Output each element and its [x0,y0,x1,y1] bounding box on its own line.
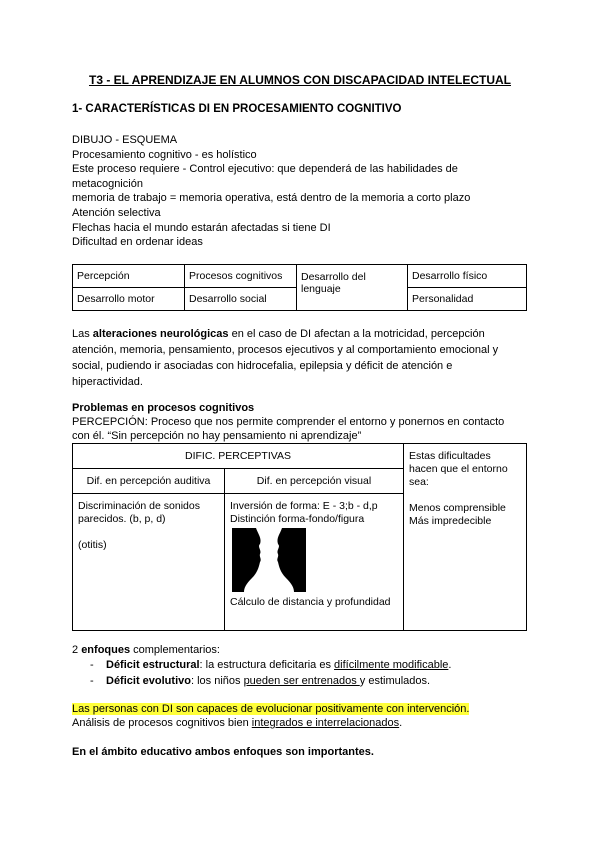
paragraph-line: Las alteraciones neurológicas en el caso de DI afectan a la motricidad, percepción [72,328,485,340]
note-line: metacognición [72,177,143,190]
column-header: Dif. en percepción visual [225,469,404,494]
note-line: Dificultad en ordenar ideas [72,236,203,249]
perception-line: PERCEPCIÓN: Proceso que nos permite comprender el entorno y ponernos en contacto [72,416,505,428]
note-line: Este proceso requiere - Control ejecutivo: que dependerá de las habilidades de [72,163,458,176]
approaches-list [72,657,451,689]
side-cell: Estas dificultades hacen que el entorno sea: Menos comprensible Más impredecible [404,444,527,631]
paragraph-line: hiperactividad. [72,376,143,388]
paragraph-line: atención, memoria, pensamiento, procesos ejecutivos y al comportamiento emocional y [72,344,499,356]
page-title: T3 - EL APRENDIZAJE EN ALUMNOS CON DISCAPACIDAD INTELECTUAL [88,73,511,87]
perception-table [72,443,527,631]
table-cell: Percepción [73,265,185,288]
table-cell: Desarrollo del lenguaje [297,265,408,311]
note-line: Atención selectiva [72,206,161,219]
approaches-intro: 2 enfoques complementarios: [72,644,220,656]
neurological-paragraph [72,326,532,390]
paragraph-line: social, pudiendo ir asociadas con hidrocefalia, epilepsia y déficit de atención e [72,360,453,372]
vase-faces-illusion-icon [232,528,306,592]
highlighted-statement: Las personas con DI son capaces de evolucionar positivamente con intervención. [72,703,470,715]
analysis-line: Análisis de procesos cognitivos bien integrados e interrelacionados. [72,717,403,729]
perception-line: con él. “Sin percepción no hay pensamiento ni aprendizaje” [72,430,362,442]
note-line: DIBUJO - ESQUEMA [72,134,178,146]
conclusion: En el ámbito educativo ambos enfoques son importantes. [72,746,374,758]
problems-heading: Problemas en procesos cognitivos [72,402,255,414]
note-line: Flechas hacia el mundo estarán afectadas si tiene DI [72,221,331,234]
table-cell: Procesos cognitivos [185,265,297,288]
table-header: DIFIC. PERCEPTIVAS [73,444,404,469]
table-cell: Desarrollo motor [73,288,185,311]
table-cell: Personalidad [408,288,527,311]
column-header: Dif. en percepción auditiva [73,469,225,494]
list-item: - Déficit estructural: la estructura deficitaria es difícilmente modificable. [72,657,451,673]
auditory-cell: Discriminación de sonidos parecidos. (b, p, d) (otitis) [73,494,225,631]
list-item: - Déficit evolutivo: los niños pueden ser entrenados y estimulados. [72,673,451,689]
section-heading: 1- CARACTERÍSTICAS DI EN PROCESAMIENTO COGNITIVO [72,103,402,115]
visual-cell: Inversión de forma: E - 3;b - d,p Distinción forma-fondo/figura Cálculo de distancia y profundidad [225,494,404,631]
note-line: Procesamiento cognitivo - es holístico [72,148,257,161]
development-table [72,264,527,311]
table-cell: Desarrollo social [185,288,297,311]
table-cell: Desarrollo físico [408,265,527,288]
notes-list [72,133,470,250]
note-line: memoria de trabajo = memoria operativa, está dentro de la memoria a corto plazo [72,192,471,205]
